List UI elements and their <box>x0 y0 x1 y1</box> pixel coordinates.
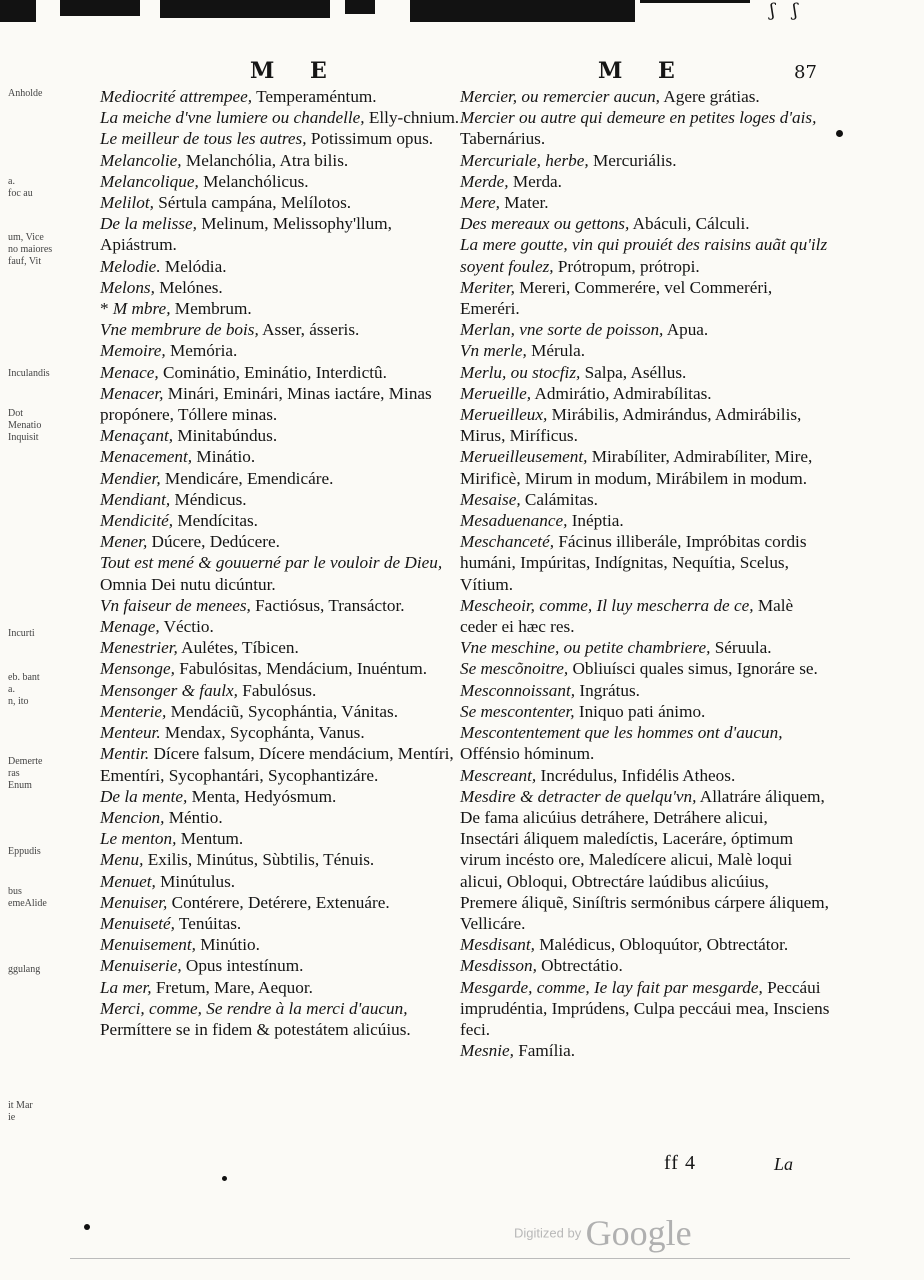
latin-translation: Peccáui imprudéntia, Imprúdens, Culpa peccáui mea, Insciens feci. <box>460 977 830 1039</box>
latin-translation: Sértula campána, Melílotos. <box>153 193 352 213</box>
dictionary-entry <box>100 637 462 658</box>
ink-spot <box>836 130 843 137</box>
latin-translation: Minátio. <box>192 447 256 467</box>
headword: Melodie. <box>100 256 161 276</box>
latin-translation: Mirábilis, Admirándus, Admirábilis, Mirus, Miríficus. <box>460 405 802 446</box>
google-logo: Google <box>585 1213 692 1253</box>
latin-translation: Minútulus. <box>155 871 236 891</box>
dictionary-entry <box>460 362 830 383</box>
headword: Menage, <box>100 617 160 637</box>
dictionary-entry <box>460 680 830 701</box>
dictionary-entry <box>100 425 462 446</box>
dictionary-entry <box>100 849 462 870</box>
headword: Merci, comme, Se rendre à la merci d'aucun, <box>100 998 408 1018</box>
latin-translation: Malè ceder ei hæc res. <box>460 595 794 637</box>
latin-translation: Allatráre áliquem, De fama alicúius detráhere, Detráhere alicui, Insectári áliquem maledíctis, Laceráre, óptimum virum incésto ore, Maledícere alicui, Malè loqui alicui, Obloqui, Obtrectáre laúdibus alicúius, Premere áliquẽ, Siníſtris sermónibus cárpere áliquem, Vellicáre. <box>460 786 829 933</box>
headword: Mesaise, <box>460 489 521 509</box>
latin-translation: Cominátio, Eminátio, Interdictû. <box>158 362 387 382</box>
latin-translation: Dícere falsum, Dícere mendácium, Mentíri, Ementíri, Sycophantári, Sycophantizáre. <box>100 744 454 785</box>
dictionary-entry <box>460 319 830 340</box>
headword: Merde, <box>460 171 509 191</box>
latin-translation: Temperaméntum. <box>252 87 377 106</box>
latin-translation: Salpa, Aséllus. <box>580 362 687 382</box>
dictionary-entry <box>100 913 462 934</box>
dictionary-entry <box>460 234 830 276</box>
headword: La meiche d'vne lumiere ou chandelle, <box>100 108 365 128</box>
headword: Melancolique, <box>100 171 199 191</box>
dictionary-entry <box>460 192 830 213</box>
headword: Menace, <box>100 362 159 382</box>
headword: Melancolie, <box>100 150 182 170</box>
headword: Mesaduenance, <box>460 511 568 531</box>
latin-translation: Aulétes, Tíbicen. <box>177 638 299 658</box>
dictionary-entry <box>100 722 462 743</box>
dictionary-entry <box>100 510 462 531</box>
headword: Mercier ou autre qui demeure en petites loges d'ais, <box>460 108 817 128</box>
ink-spot <box>84 1224 90 1230</box>
headword: Vne membrure de bois, <box>100 320 259 340</box>
dictionary-entry <box>460 977 830 1041</box>
headword: Mere, <box>460 193 500 213</box>
headword: Mensonge, <box>100 659 175 679</box>
headword: Menuiserie, <box>100 956 182 976</box>
headword: Mesdisant, <box>460 935 535 955</box>
dictionary-entry <box>460 786 830 934</box>
dictionary-entry <box>100 128 462 149</box>
latin-translation: Abáculi, Cálculi. <box>629 214 750 234</box>
header-right: M E <box>598 58 689 84</box>
latin-translation: Fácinus illiberále, Impróbitas cordis humáni, Impúritas, Indígnitas, Nequítia, Scelus, Vítium. <box>460 532 807 594</box>
dictionary-entry <box>100 786 462 807</box>
latin-translation: Méntio. <box>164 807 223 827</box>
latin-translation: Mendícitas. <box>173 511 258 531</box>
headword: Vn merle, <box>460 341 527 361</box>
dictionary-entry <box>460 107 830 149</box>
dictionary-entry <box>100 552 462 594</box>
headword: Menteur. <box>100 723 161 743</box>
headword: Mesdire & detracter de quelqu'vn, <box>460 786 697 806</box>
headword: Vn faiseur de menees, <box>100 595 251 615</box>
latin-translation: Mater. <box>499 193 549 213</box>
latin-translation: Malédicus, Obloquútor, Obtrectátor. <box>534 935 789 955</box>
page-number: 87 <box>794 62 817 83</box>
headword: Tout est mené & gouuerné par le vouloir de Dieu, <box>100 553 443 573</box>
latin-translation: Membrum. <box>170 299 252 319</box>
headword: Menacer, <box>100 383 164 403</box>
latin-translation: Exilis, Minútus, Sùbtilis, Ténuis. <box>143 850 375 870</box>
dictionary-entry <box>100 256 462 277</box>
latin-translation: Melanchólicus. <box>198 171 309 191</box>
headword: Menacement, <box>100 447 193 467</box>
headword: Menterie, <box>100 701 167 721</box>
dictionary-entry <box>100 213 462 255</box>
latin-translation: Mirabíliter, Admirabíliter, Mire, Mirificè, Mirum in modum, Mirábilem in modum. <box>460 447 813 488</box>
headword: * M mbre, <box>100 299 171 318</box>
dictionary-entry <box>460 531 830 595</box>
latin-translation: Melinum, Melissophy'llum, Apiástrum. <box>100 214 392 255</box>
headword: Merueilleusement, <box>460 447 588 467</box>
headword: Se mescontenter, <box>460 701 575 721</box>
latin-translation: Fabulósus. <box>237 680 317 700</box>
headword: Mesgarde, comme, Ie lay fait par mesgarde, <box>460 977 763 997</box>
dictionary-entry <box>460 489 830 510</box>
dictionary-entry <box>100 807 462 828</box>
latin-translation: Memória. <box>165 341 238 361</box>
latin-translation: Família. <box>513 1041 576 1061</box>
dictionary-entry <box>100 998 462 1040</box>
margin-note: a. foc au <box>8 176 33 199</box>
headword: Merlu, ou stocfiz, <box>460 362 581 382</box>
dictionary-entry <box>100 340 462 361</box>
latin-translation: Permíttere se in fidem & potestátem alicúius. <box>100 1019 411 1039</box>
latin-translation: Offénsio hóminum. <box>460 744 595 764</box>
latin-translation: Minári, Eminári, Minas iactáre, Minas propónere, Tóllere minas. <box>100 383 432 425</box>
margin-note: ggulang <box>8 964 41 975</box>
headword: Mencion, <box>100 807 165 827</box>
dictionary-entry <box>100 489 462 510</box>
latin-translation: Merda. <box>508 171 562 191</box>
headword: De la mente, <box>100 786 188 806</box>
headword: Menuisement, <box>100 935 196 955</box>
header-left: M E <box>250 58 341 84</box>
signature-mark: ff 4 <box>664 1152 696 1174</box>
headword: Vne meschine, ou petite chambriere, <box>460 638 711 658</box>
latin-translation: Elly-chnium. <box>364 108 460 128</box>
dictionary-entry <box>100 298 462 319</box>
headword: Menuiser, <box>100 892 168 912</box>
latin-translation: Minitabúndus. <box>173 426 278 446</box>
headword: Merueilleux, <box>460 405 548 425</box>
dictionary-entry <box>100 616 462 637</box>
headword: Memoire, <box>100 341 166 361</box>
digitized-prefix: Digitized by <box>514 1225 582 1241</box>
latin-translation: Séruula. <box>710 638 772 658</box>
headword: Mercier, ou remercier aucun, <box>460 87 660 106</box>
margin-note: Demerte ras Enum <box>8 756 43 791</box>
latin-translation: Méndicus. <box>170 489 247 509</box>
latin-translation: Opus intestínum. <box>181 956 304 976</box>
dictionary-entry <box>460 340 830 361</box>
headword: Mesnie, <box>460 1041 514 1061</box>
margin-note: Dot Menatio Inquisit <box>8 408 42 443</box>
dictionary-entry <box>460 171 830 192</box>
dictionary-entry <box>100 680 462 701</box>
margin-note: Eppudis <box>8 846 41 857</box>
latin-translation: Contérere, Detérere, Extenuáre. <box>167 892 390 912</box>
digitized-watermark <box>514 1212 692 1254</box>
dictionary-entry <box>460 213 830 234</box>
latin-translation: Dúcere, Dedúcere. <box>147 532 280 552</box>
dictionary-entry <box>460 1040 830 1061</box>
dictionary-entry <box>100 319 462 340</box>
latin-translation: Omnia Dei nutu dicúntur. <box>100 574 276 594</box>
margin-note: Inculandis <box>8 368 50 379</box>
headword: Mendicité, <box>100 511 174 531</box>
latin-translation: Potissimum opus. <box>306 129 434 149</box>
latin-translation: Fretum, Mare, Aequor. <box>151 977 313 997</box>
dictionary-entry <box>100 446 462 467</box>
dictionary-entry <box>460 955 830 976</box>
latin-translation: Mérula. <box>526 341 586 361</box>
latin-translation: Calámitas. <box>520 489 598 509</box>
headword: Melilot, <box>100 193 154 213</box>
latin-translation: Inéptia. <box>567 511 624 531</box>
latin-translation: Mereri, Commerére, vel Commeréri, Emeréri. <box>460 277 773 319</box>
headword: Mesconnoissant, <box>460 680 576 700</box>
dictionary-entry <box>460 86 830 107</box>
dictionary-entry <box>100 531 462 552</box>
dictionary-entry <box>100 595 462 616</box>
headword: Menuiseté, <box>100 913 175 933</box>
latin-translation: Minútio. <box>195 935 260 955</box>
dictionary-entry <box>460 934 830 955</box>
margin-note: um, Vice no maiores fauf, Vit <box>8 232 53 267</box>
headword: Se mescõnoitre, <box>460 659 569 679</box>
dictionary-entry <box>100 107 462 128</box>
dictionary-entry <box>100 150 462 171</box>
dictionary-entry <box>460 383 830 404</box>
headword: Le meilleur de tous les autres, <box>100 129 307 149</box>
headword: Menestrier, <box>100 638 178 658</box>
latin-translation: Melódia. <box>160 256 227 276</box>
dictionary-entry <box>100 277 462 298</box>
headword: Merueille, <box>460 383 532 403</box>
margin-note: it Mar ie <box>8 1100 33 1123</box>
latin-translation: Apua. <box>663 320 709 340</box>
margin-note: eb. bant a. n, ito <box>8 672 40 707</box>
bottom-edge-line <box>70 1258 850 1259</box>
dictionary-entry <box>100 934 462 955</box>
left-column <box>100 86 462 1040</box>
latin-translation: Mendáciũ, Sycophántia, Vánitas. <box>166 701 399 721</box>
dictionary-entry <box>100 383 462 425</box>
dictionary-entry <box>460 595 830 637</box>
headword: La mere goutte, vin qui prouiét des raisins auãt qu'ilz soyent foulez, <box>460 235 828 276</box>
latin-translation: Iniquo pati ánimo. <box>574 701 706 721</box>
headword: Menaçant, <box>100 426 174 446</box>
headword: Mendiant, <box>100 489 171 509</box>
latin-translation: Agere grátias. <box>659 87 760 106</box>
latin-translation: Factiósus, Transáctor. <box>250 595 405 615</box>
dictionary-entry <box>100 828 462 849</box>
dictionary-entry <box>100 871 462 892</box>
latin-translation: Menta, Hedyósmum. <box>187 786 337 806</box>
headword: Menu, <box>100 850 144 870</box>
dictionary-entry <box>460 765 830 786</box>
latin-translation: Véctio. <box>159 617 214 637</box>
latin-translation: Mentum. <box>176 829 244 849</box>
headword: Mediocrité attrempee, <box>100 87 253 106</box>
headword: Mercuriale, herbe, <box>460 150 589 170</box>
headword: Mescheoir, comme, Il luy mescherra de ce, <box>460 595 754 615</box>
headword: Mescreant, <box>460 765 537 785</box>
dictionary-entry <box>460 722 830 764</box>
latin-translation: Ingrátus. <box>575 680 640 700</box>
headword: Mescontentement que les hommes ont d'aucun, <box>460 723 783 743</box>
latin-translation: Incrédulus, Infidélis Atheos. <box>536 765 736 785</box>
dictionary-entry <box>460 404 830 446</box>
headword: Meschanceté, <box>460 532 555 552</box>
headword: Mensonger & faulx, <box>100 680 238 700</box>
ink-spot <box>222 1176 227 1181</box>
latin-translation: Asser, ásseris. <box>258 320 360 340</box>
latin-translation: Prótropum, prótropi. <box>553 256 700 276</box>
dictionary-entry <box>460 150 830 171</box>
headword: La mer, <box>100 977 152 997</box>
headword: Mendier, <box>100 468 161 488</box>
dictionary-entry <box>100 701 462 722</box>
headword: Menuet, <box>100 871 156 891</box>
dictionary-entry <box>460 510 830 531</box>
latin-translation: Melónes. <box>154 277 223 297</box>
dictionary-entry <box>460 701 830 722</box>
headword: Mesdisson, <box>460 956 537 976</box>
latin-translation: Mendicáre, Emendicáre. <box>160 468 334 488</box>
headword: Melons, <box>100 277 155 297</box>
headword: Mener, <box>100 532 148 552</box>
dictionary-entry <box>460 446 830 488</box>
dictionary-entry <box>100 955 462 976</box>
margin-note: bus emeAlide <box>8 886 47 909</box>
dictionary-entry <box>100 171 462 192</box>
latin-translation: Tenúitas. <box>174 913 242 933</box>
dictionary-entry <box>460 658 830 679</box>
dictionary-entry <box>100 468 462 489</box>
headword: Merlan, vne sorte de poisson, <box>460 320 664 340</box>
latin-translation: Tabernárius. <box>460 129 546 149</box>
dictionary-entry <box>100 362 462 383</box>
headword: Des mereaux ou gettons, <box>460 214 630 234</box>
margin-note: Incurti <box>8 628 35 639</box>
top-number: ʃ ʃ <box>770 0 804 21</box>
dictionary-entry <box>460 277 830 319</box>
latin-translation: Melanchólia, Atra bilis. <box>181 150 349 170</box>
headword: Mentir. <box>100 744 150 764</box>
headword: Le menton, <box>100 829 177 849</box>
dictionary-entry <box>100 86 462 107</box>
dictionary-entry <box>100 892 462 913</box>
latin-translation: Mercuriális. <box>588 150 677 170</box>
dictionary-entry <box>100 743 462 785</box>
right-column <box>460 86 830 1061</box>
dictionary-entry <box>460 637 830 658</box>
margin-note: Anholde <box>8 88 43 99</box>
catchword: La <box>774 1154 794 1174</box>
headword: Meriter, <box>460 277 515 297</box>
dictionary-entry <box>100 658 462 679</box>
latin-translation: Admirátio, Admirabílitas. <box>531 383 712 403</box>
dictionary-entry <box>100 192 462 213</box>
dictionary-entry <box>100 977 462 998</box>
latin-translation: Obtrectátio. <box>536 956 623 976</box>
latin-translation: Obliuísci quales simus, Ignoráre se. <box>568 659 818 679</box>
latin-translation: Fabulósitas, Mendácium, Inuéntum. <box>174 659 427 679</box>
latin-translation: Mendax, Sycophánta, Vanus. <box>160 723 365 743</box>
headword: De la melisse, <box>100 214 197 234</box>
